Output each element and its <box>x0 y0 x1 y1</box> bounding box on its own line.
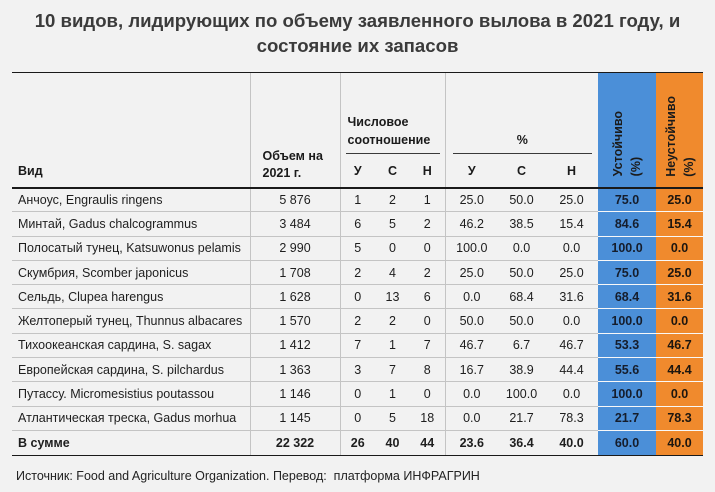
count-n-cell: 7 <box>410 333 445 357</box>
unstable-header-text: Неустойчиво <box>663 95 678 177</box>
count-u-cell: 2 <box>340 309 375 333</box>
percent-s-cell: 0.0 <box>498 236 545 260</box>
stable-percent-cell: 60.0 <box>598 430 656 455</box>
source-note: Источник: Food and Agriculture Organization. Перевод: платформа ИНФРАГРИН <box>16 469 480 483</box>
percent-u-cell: 100.0 <box>445 236 498 260</box>
volume-cell: 1 628 <box>250 285 340 309</box>
stable-percent-cell: 53.3 <box>598 333 656 357</box>
species-cell: Тихоокеанская сардина, S. sagax <box>12 333 250 357</box>
stable-percent-cell: 84.6 <box>598 212 656 236</box>
percent-u-cell: 50.0 <box>445 309 498 333</box>
stable-percent-cell: 75.0 <box>598 188 656 212</box>
percent-s-cell: 21.7 <box>498 406 545 430</box>
unstable-percent-cell: 0.0 <box>656 236 703 260</box>
count-s-cell: 0 <box>375 236 410 260</box>
percent-s-cell: 50.0 <box>498 309 545 333</box>
stable-percent-cell: 100.0 <box>598 236 656 260</box>
stable-percent-cell: 68.4 <box>598 285 656 309</box>
percent-n-cell: 15.4 <box>545 212 598 236</box>
count-ratio-group-label: Числовое соотношение <box>346 113 440 154</box>
total-label-cell: В сумме <box>12 430 250 455</box>
table-row <box>12 188 703 212</box>
table-row <box>12 260 703 284</box>
count-u-cell: 0 <box>340 382 375 406</box>
count-s-header: С <box>375 156 410 188</box>
count-s-cell: 1 <box>375 382 410 406</box>
volume-cell: 1 363 <box>250 358 340 382</box>
percent-s-cell: 38.5 <box>498 212 545 236</box>
count-n-cell: 0 <box>410 309 445 333</box>
volume-cell: 1 146 <box>250 382 340 406</box>
percent-u-header: У <box>445 156 498 188</box>
percent-u-cell: 0.0 <box>445 285 498 309</box>
header-row-top <box>12 73 703 156</box>
percent-u-cell: 23.6 <box>445 430 498 455</box>
percent-s-cell: 100.0 <box>498 382 545 406</box>
count-n-header: Н <box>410 156 445 188</box>
volume-cell: 1 570 <box>250 309 340 333</box>
stable-percent-cell: 21.7 <box>598 406 656 430</box>
table-row <box>12 382 703 406</box>
count-s-cell: 7 <box>375 358 410 382</box>
unstable-percent-cell: 25.0 <box>656 260 703 284</box>
count-s-cell: 4 <box>375 260 410 284</box>
volume-column-header: Объем на 2021 г. <box>250 73 340 188</box>
percent-u-cell: 46.2 <box>445 212 498 236</box>
unstable-percent-cell: 44.4 <box>656 358 703 382</box>
percent-n-cell: 0.0 <box>545 236 598 260</box>
unstable-percent-cell: 15.4 <box>656 212 703 236</box>
count-n-cell: 6 <box>410 285 445 309</box>
species-cell: Минтай, Gadus chalcogrammus <box>12 212 250 236</box>
stable-percent-cell: 75.0 <box>598 260 656 284</box>
species-cell: Путассу. Micromesistius poutassou <box>12 382 250 406</box>
percent-n-cell: 46.7 <box>545 333 598 357</box>
stable-percent-cell: 55.6 <box>598 358 656 382</box>
percent-n-cell: 40.0 <box>545 430 598 455</box>
volume-cell: 5 876 <box>250 188 340 212</box>
unstable-percent-cell: 0.0 <box>656 309 703 333</box>
count-u-cell: 0 <box>340 406 375 430</box>
table-row <box>12 358 703 382</box>
table-row <box>12 309 703 333</box>
species-stock-table <box>12 72 703 456</box>
count-n-cell: 0 <box>410 382 445 406</box>
volume-cell: 22 322 <box>250 430 340 455</box>
chart-title: 10 видов, лидирующих по объему заявленного вылова в 2021 году, и состояние их запасов <box>34 10 681 56</box>
count-u-cell: 7 <box>340 333 375 357</box>
percent-s-cell: 38.9 <box>498 358 545 382</box>
percent-group-label: % <box>453 131 593 154</box>
percent-u-cell: 16.7 <box>445 358 498 382</box>
percent-s-cell: 6.7 <box>498 333 545 357</box>
percent-u-cell: 46.7 <box>445 333 498 357</box>
total-row <box>12 430 703 455</box>
table-body <box>12 188 703 456</box>
percent-n-cell: 25.0 <box>545 188 598 212</box>
count-u-cell: 0 <box>340 285 375 309</box>
table-row <box>12 285 703 309</box>
table-row <box>12 333 703 357</box>
count-u-cell: 2 <box>340 260 375 284</box>
species-cell: Анчоус, Engraulis ringens <box>12 188 250 212</box>
unstable-header-label <box>662 96 698 177</box>
unstable-percent-cell: 78.3 <box>656 406 703 430</box>
species-cell: Европейская сардина, S. pilchardus <box>12 358 250 382</box>
count-u-cell: 5 <box>340 236 375 260</box>
volume-cell: 1 145 <box>250 406 340 430</box>
percent-n-cell: 44.4 <box>545 358 598 382</box>
unstable-percent-cell: 31.6 <box>656 285 703 309</box>
percent-n-cell: 0.0 <box>545 309 598 333</box>
count-n-cell: 18 <box>410 406 445 430</box>
stable-percent-cell: 100.0 <box>598 309 656 333</box>
volume-cell: 3 484 <box>250 212 340 236</box>
percent-u-cell: 0.0 <box>445 382 498 406</box>
percent-n-cell: 0.0 <box>545 382 598 406</box>
stable-header-label <box>609 111 645 176</box>
count-s-cell: 13 <box>375 285 410 309</box>
unstable-percent-cell: 25.0 <box>656 188 703 212</box>
count-n-cell: 8 <box>410 358 445 382</box>
percent-n-header: Н <box>545 156 598 188</box>
count-u-cell: 1 <box>340 188 375 212</box>
volume-cell: 1 412 <box>250 333 340 357</box>
percent-s-cell: 36.4 <box>498 430 545 455</box>
count-s-cell: 2 <box>375 309 410 333</box>
percent-s-cell: 68.4 <box>498 285 545 309</box>
unstable-header-unit: (%) <box>681 157 696 177</box>
percent-u-cell: 25.0 <box>445 188 498 212</box>
species-cell: Скумбрия, Scomber japonicus <box>12 260 250 284</box>
stable-column-header <box>598 73 656 188</box>
species-cell: Полосатый тунец, Katsuwonus pelamis <box>12 236 250 260</box>
percent-n-cell: 31.6 <box>545 285 598 309</box>
count-n-cell: 44 <box>410 430 445 455</box>
volume-cell: 2 990 <box>250 236 340 260</box>
percent-n-cell: 78.3 <box>545 406 598 430</box>
count-s-cell: 1 <box>375 333 410 357</box>
table-row <box>12 212 703 236</box>
count-u-header: У <box>340 156 375 188</box>
unstable-percent-cell: 0.0 <box>656 382 703 406</box>
percent-u-cell: 25.0 <box>445 260 498 284</box>
table-row <box>12 406 703 430</box>
unstable-percent-cell: 40.0 <box>656 430 703 455</box>
count-u-cell: 3 <box>340 358 375 382</box>
percent-s-cell: 50.0 <box>498 260 545 284</box>
stable-header-unit: (%) <box>629 157 644 177</box>
count-s-cell: 2 <box>375 188 410 212</box>
count-s-cell: 5 <box>375 406 410 430</box>
count-n-cell: 2 <box>410 212 445 236</box>
count-n-cell: 2 <box>410 260 445 284</box>
species-cell: Атлантическая треска, Gadus morhua <box>12 406 250 430</box>
table-row <box>12 236 703 260</box>
percent-u-cell: 0.0 <box>445 406 498 430</box>
count-n-cell: 1 <box>410 188 445 212</box>
count-ratio-group-header <box>340 73 445 156</box>
stable-header-text: Устойчиво <box>611 111 626 177</box>
volume-cell: 1 708 <box>250 260 340 284</box>
species-cell: Сельдь, Clupea harengus <box>12 285 250 309</box>
count-s-cell: 5 <box>375 212 410 236</box>
species-cell: Желтоперый тунец, Thunnus albacares <box>12 309 250 333</box>
percent-s-header: С <box>498 156 545 188</box>
table-header <box>12 73 703 188</box>
stable-percent-cell: 100.0 <box>598 382 656 406</box>
species-column-header: Вид <box>12 73 250 188</box>
count-u-cell: 26 <box>340 430 375 455</box>
unstable-percent-cell: 46.7 <box>656 333 703 357</box>
data-table-container <box>12 72 703 456</box>
count-s-cell: 40 <box>375 430 410 455</box>
percent-s-cell: 50.0 <box>498 188 545 212</box>
unstable-column-header <box>656 73 703 188</box>
count-u-cell: 6 <box>340 212 375 236</box>
percent-n-cell: 25.0 <box>545 260 598 284</box>
percent-group-header <box>445 73 598 156</box>
count-n-cell: 0 <box>410 236 445 260</box>
